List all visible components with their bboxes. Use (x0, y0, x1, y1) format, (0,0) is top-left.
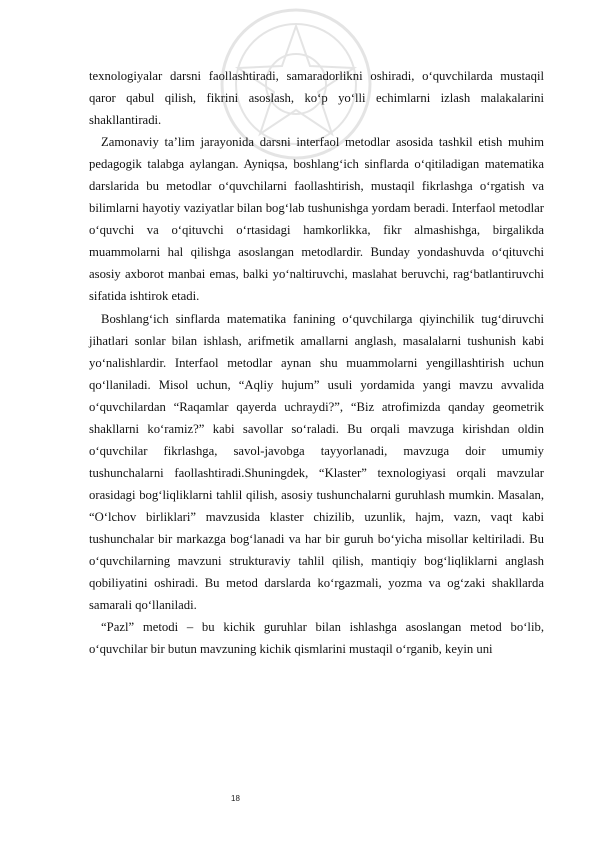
paragraph-1: texnologiyalar darsni faollashtiradi, samaradorlikni oshiradi, o‘quvchilarda mustaqil qaror qabul qilish, fikrini asoslash, ko‘p yo‘lli echimlarni izlash malakalarini shakllantiradi. (89, 69, 544, 128)
page-number: 18 (231, 794, 240, 803)
page-body (89, 65, 544, 660)
paragraph-4: “Pazl” metodi – bu kichik guruhlar bilan ishlashga asoslangan metod bo‘lib, o‘quvchilar bir butun mavzuning kichik qismlarini mustaqil o‘rganib, keyin uni (89, 620, 544, 657)
paragraph-2: Zamonaviy ta’lim jarayonida darsni interfaol metodlar asosida tashkil etish muhim pedagogik talabga aylangan. Ayniqsa, boshlang‘ich sinflarda o‘qitiladigan matematika darslarida bu metodlar o‘quvchilarni faollashtirish, mustaqil fikrlashga o‘rgatish va bilimlarni hayotiy vaziyatlar bilan bog‘lab tushunishga yordam beradi. Interfaol metodlar o‘quvchi va o‘qituvchi o‘rtasidagi hamkorlikka, fikr almashishga, birgalikda muammolarni hal qilishga asoslangan metodlardir. Bunday yondashuvda o‘qituvchi asosiy axborot manbai emas, balki yo‘naltiruvchi, maslahat beruvchi, rag‘batlantiruvchi sifatida ishtirok etadi. (89, 135, 544, 304)
paragraph-3: Boshlang‘ich sinflarda matematika fanining o‘quvchilarga qiyinchilik tug‘diruvchi jihatlari sonlar bilan ishlash, arifmetik amallarni anglash, masalalarni tushunish kabi yo‘nalishlardir. Interfaol metodlar aynan shu muammolarni yengillashtirish uchun qo‘llaniladi. Misol uchun, “Aqliy hujum” usuli yordamida yangi mavzu avvalida o‘quvchilardan “Raqamlar qayerda uchraydi?”, “Biz atrofimizda qanday geometrik shakllarni ko‘ramiz?” kabi savollar so‘raladi. Bu orqali mavzuga kirishdan oldin o‘quvchilar fikrlashga, savol-javobga tayyorlanadi, mavzuga doir umumiy tushunchalarni faollashtiradi.Shuningdek, “Klaster” texnologiyasi orqali mavzular orasidagi bog‘liqliklarni tahlil qilish, asosiy tushunchalarni guruhlash mumkin. Masalan, “O‘lchov birliklari” mavzusida klaster chizilib, uzunlik, hajm, vazn, vaqt kabi tushunchalar bir markazga bog‘lanadi va har bir guruh bo‘yicha misollar keltiriladi. Bu o‘quvchilarning mavzuni strukturaviy tahlil qilish, mantiqiy bog‘liqliklarni anglash qobiliyatini oshiradi. Bu metod darslarda ko‘rgazmali, yozma va og‘zaki shakllarda samarali qo‘llaniladi. (89, 311, 544, 613)
